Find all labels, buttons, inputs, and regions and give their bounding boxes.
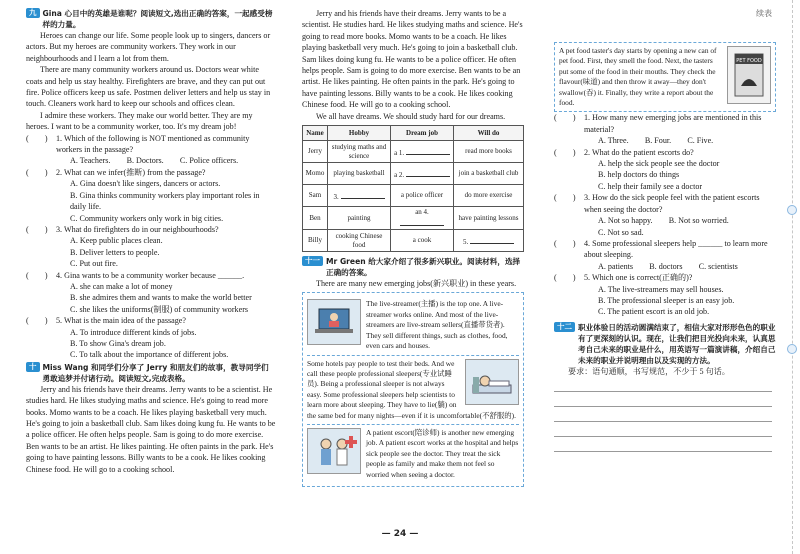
question-option: B. she admires them and wants to make the world better [70,293,252,303]
patient-escort-text: A patient escort(陪诊师) is another new emerging job. A patient escort works at the hospital and helps sick people see the doctor. They treat the sick people as family and make them not feel so worried when seeing a doctor. [366,427,519,479]
cell-job [391,207,454,230]
section-9-header [26,8,276,30]
cell-job: a police officer [391,185,454,207]
question-option: C. Community workers only work in big cities. [70,213,224,223]
writing-line[interactable] [554,392,772,407]
laptop-icon [311,303,357,341]
s9-question-4 [26,270,276,316]
answer-paren[interactable]: ( ) [26,167,48,177]
column-right [554,8,776,452]
question-text: 1. Which of the following is NOT mentioned as community workers in the passage? [56,133,250,155]
question-option: C. Put out fire. [70,259,118,269]
writing-line[interactable] [554,407,772,422]
section-10-title: Miss Wang 和同学们分享了 Jerry 和朋友们的故事，教导同学们勇敢追梦并付诸行动。阅读短文,完成表格。 [42,362,269,383]
table-header: Will do [454,126,524,141]
page-number-value: 24 [393,529,407,539]
s9-paragraph: There are many community workers around us. Doctors wear white coats and help us stay healthy. Firefighters are brave, and they can put out fire. Police officers keep us safe. Postmen deliver letters and help us stay in touch. Cleaners work hard to keep our schools and offices clean. [26,65,271,109]
writing-area[interactable] [554,377,776,452]
cell-hobby: playing basketball [328,163,391,185]
question-option: A. help the sick people see the doctor [598,159,720,169]
pet-food-taster-box [554,42,776,112]
question-option: A. patients B. doctors C. scientists [598,261,738,271]
cell-hobby: cooking Chinese food [328,230,391,252]
s9-question-2 [26,167,276,224]
cell-name: Ben [303,207,328,230]
cell-will [454,230,524,252]
table-header: Hobby [328,126,391,141]
s9-question-5 [26,315,276,361]
section-9-title: Gina 心目中的英雄是谁呢？阅读短文,选出正确的答案，一起感受榜样的力量。 [42,9,273,29]
s10-paragraph-part: Jerry and his friends have their dreams. Jerry wants to be a scientist. He studies hard. He likes studying maths and science. He's going to read more books. Momo wants to be a coach. He likes playing basketball very much. He's going to join a basketball club. Sam likes doing kung fu. He wants to be a police officer. He often helps people. Sam is going to do more exercise. Ben wants to be an artist. He likes painting. He often paints in the park. He's going to have painting lessons. Billy wants to be a cook. He likes cooking Chinese food. He will go to a cooking school. [26,384,276,474]
answer-paren[interactable]: ( ) [26,224,48,234]
answer-paren[interactable]: ( ) [554,193,576,203]
professional-sleeper-section [307,355,519,424]
answer-paren[interactable]: ( ) [554,147,576,157]
answer-paren[interactable]: ( ) [554,238,576,248]
answer-blank-4[interactable] [400,217,444,226]
cell-will: read more books [454,141,524,163]
cell-hobby [328,185,391,207]
s11-question-1 [554,112,776,146]
s11-intro: There are many new emerging jobs(新兴职业) in these years. [316,279,517,289]
answer-paren[interactable]: ( ) [26,270,48,280]
question-text: 4. Some professional sleepers help ______ to learn more about sleeping. [584,238,768,260]
binding-hole-bottom [787,344,797,354]
question-option: A. To introduce different kinds of jobs. [70,327,197,337]
question-option: A. The live-streamers may sell houses. [598,284,724,294]
cell-name: Sam [303,185,328,207]
question-text: 3. What do firefighters do in our neighbourhoods? [56,224,219,234]
section-10-badge: 十 [26,362,40,372]
s12-requirement: 要求：语句通顺，书写规范，不少于 5 句话。 [568,366,730,376]
pet-food-can-icon [731,50,767,100]
question-option: B. The professional sleeper is an easy job. [598,295,735,305]
question-option: B. help doctors do things [598,170,680,180]
pet-food-label: PET FOOD [736,58,762,64]
cell-name: Momo [303,163,328,185]
cell-job: a cook [391,230,454,252]
section-11-header [302,256,524,278]
s9-question-1 [26,133,276,167]
s9-question-3 [26,224,276,270]
question-option: A. Keep public places clean. [70,236,163,246]
live-streamer-text: The live-streamer(主播) is the top one. A live-streamer works online. And most of the live-streamers are live-stream sellers(直播带货者). They sell different things, such as clothes, food, even cars and houses. [366,299,508,351]
question-text: 2. What can we infer(推断) from the passage? [56,167,206,177]
s11-question-2 [554,147,776,193]
cell-name: Billy [303,230,328,252]
question-option: C. help their family see a doctor [598,181,703,191]
hospital-icon [311,432,357,470]
s11-question-3 [554,192,776,238]
table-row [303,163,524,185]
binding-fold-line [792,0,793,554]
table-row [303,230,524,252]
s11-question-5 [554,272,776,318]
answer-blank-3[interactable] [341,190,385,199]
section-9-badge: 九 [26,8,40,18]
table-row [303,207,524,230]
answer-paren[interactable]: ( ) [554,273,576,283]
cell-hobby: painting [328,207,391,230]
section-12-header [554,322,776,366]
section-12-title: 职业体验日的活动圆满结束了，相信大家对形形色色的职业有了更深刻的认识。现在，让我们把目光投向未来，认真思考自己未来的职业是什么，用英语写一篇演讲稿，介绍自己未来的职业并说明理由以及实现的方法。 [578,322,776,365]
job-materials-box [302,292,524,487]
question-text: 5. Which one is correct(正确的)? [584,273,693,283]
question-option: B. To show Gina's dream job. [70,338,166,348]
s9-paragraph: Heroes can change our life. Some people look up to singers, dancers or actors. But my heroes are community workers. They work in our neighbourhoods and I learn a lot from them. [26,31,271,63]
question-option: C. Not so sad. [598,227,644,237]
column-middle [302,8,524,487]
question-option: B. Deliver letters to people. [70,247,160,257]
sleeper-image [465,359,519,405]
answer-paren[interactable]: ( ) [26,133,48,143]
cell-name: Jerry [303,141,328,163]
question-option: A. she can make a lot of money [70,281,173,291]
question-option: C. The patient escort is an old job. [598,307,710,317]
answer-paren[interactable]: ( ) [26,316,48,326]
question-text: 1. How many new emerging jobs are mentioned in this material? [584,113,762,134]
question-option: C. she likes the uniforms(制服) of community workers [70,304,249,314]
question-option: C. To talk about the importance of different jobs. [70,350,229,360]
dream-job-table [302,125,524,252]
cell-will: do more exercise [454,185,524,207]
bed-icon [469,363,515,401]
table-row [303,141,524,163]
answer-blank-5[interactable] [470,235,514,244]
writing-line[interactable] [554,422,772,437]
section-12-badge: 十二 [554,322,575,332]
table-row [303,185,524,207]
pet-food-can-image [727,46,771,104]
question-option: A. Not so happy. B. Not so worried. [598,216,729,226]
binding-hole-top [787,205,797,215]
writing-line[interactable] [554,377,772,392]
s10-paragraph: Jerry and his friends have their dreams. Jerry wants to be a scientist. He studies hard. He likes studying maths and science. He's going to read more books. Momo wants to be a coach. He likes playing basketball very much. He's going to join a basketball club. Sam likes doing kung fu. He wants to be a police officer. He often helps people. Sam is going to do more exercise. Ben wants to be an artist. He likes painting. He often paints in the park. He's going to have painting lessons. Billy wants to be a cook. He likes cooking Chinese food. He will go to a cooking school. [302,9,523,110]
question-text: 4. Gina wants to be a community worker because ______. [56,270,245,280]
cell-job-label: a 1. [394,148,405,157]
sleeper-text: Some hotels pay people to test their beds. And we call these people professional sleepers(专业试睡员). Being a professional sleeper is not always easy. Some professional sleepers help scientists to learn more about sleeping. They have to lie(躺) on the same bed for many nights—even if it is uncomfortable(不舒服的). [307,358,516,420]
table-header: Dream job [391,126,454,141]
question-text: 5. What is the main idea of the passage? [56,316,186,326]
question-option: A. Three. B. Four. C. Five. [598,136,714,146]
table-header: Name [303,126,328,141]
answer-blank-1[interactable] [406,146,450,155]
live-streamer-section [307,296,519,354]
question-option: A. Teachers. B. Doctors. C. Police officers. [70,156,239,166]
s9-paragraph: I admire these workers. They make our world better. They are my heroes. I want to be a community worker, too. It's my dream job! [26,110,253,132]
question-text: 3. How do the sick people feel with the patient escorts when seeing the doctor? [584,193,760,214]
answer-blank-2[interactable] [406,168,450,177]
writing-line[interactable] [554,437,772,452]
question-option: A. Gina doesn't like singers, dancers or actors. [70,179,221,189]
cell-job [391,163,454,185]
cell-hobby-label: 3. [333,192,339,201]
cell-job-label: a 2. [394,170,405,179]
s11-question-4 [554,238,776,272]
cell-will: have painting lessons [454,207,524,230]
live-streamer-image [307,299,361,345]
answer-paren[interactable]: ( ) [554,113,576,123]
cell-job-label: an 4. [415,208,429,217]
column-left [26,8,276,474]
cell-hobby: studying maths and science [328,141,391,163]
section-11-badge: 十一 [302,256,323,266]
cell-will-label: 5. [463,237,469,246]
cell-job [391,141,454,163]
patient-escort-image [307,428,361,474]
s10-paragraph: We all have dreams. We should study hard for our dreams. [316,111,506,121]
question-option: B. Gina thinks community workers play important roles in daily life. [70,190,260,212]
continued-label: 续表 [756,9,772,18]
section-11-title: Mr Green 给大家介绍了很多新兴职业。阅读材料，选择正确的答案。 [326,257,521,278]
question-text: 2. What do the patient escorts do? [584,147,694,157]
cell-will: join a basketball club [454,163,524,185]
section-10-header [26,362,276,384]
pet-food-taster-text: A pet food taster's day starts by opening a new can of pet food. First, they smell the food. Next, the tasters put some of the food in their mouths. They check the flavour(味道) and then throw it away—they don't swallow(吞) it. Finally, they write a report about the food. [559,46,717,108]
page-number: — 24 — [381,529,419,539]
patient-escort-section [307,424,519,483]
